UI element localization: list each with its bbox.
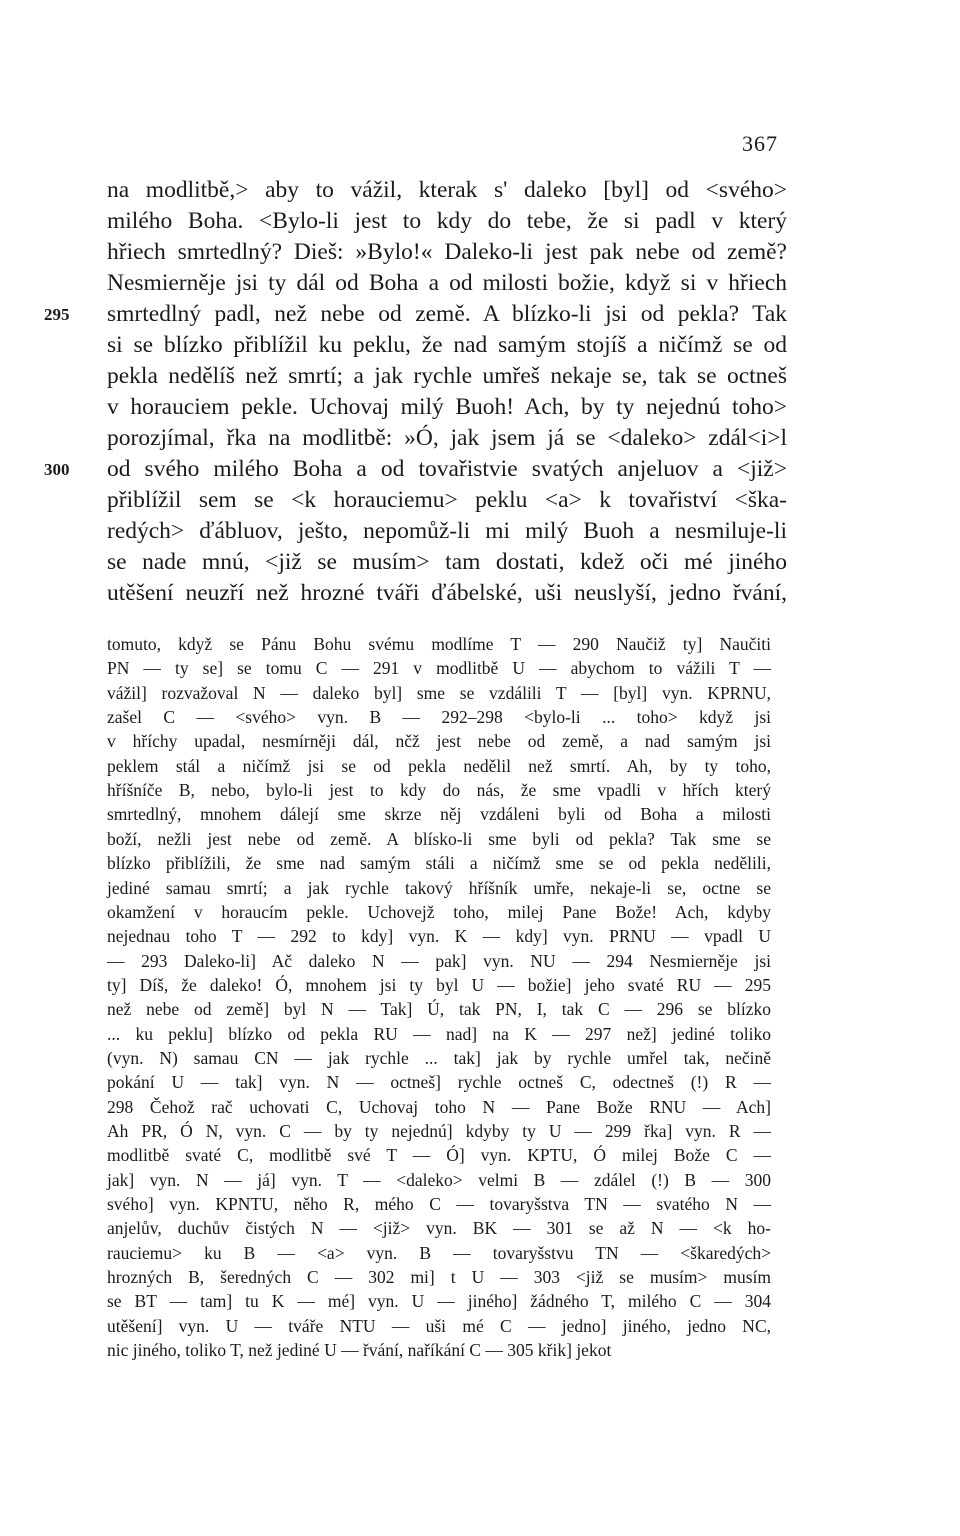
main-text-line: od svého milého Boha a od tovařistvie svatých anjeluov a <již> [107, 456, 787, 482]
footnote-line: zašel C — <svého> vyn. B — 292–298 <bylo-li ... toho> když jsi [107, 707, 771, 728]
footnote-line: utěšení] vyn. U — tváře NTU — uši mé C — jedno] jiného, jedno NC, [107, 1315, 771, 1336]
footnote-line: okamžení v horaucím pekle. Uchovejž toho, milej Pane Bože! Ach, kdyby [107, 901, 771, 922]
main-text-line: smrtedlný padl, než nebe od země. A blízko-li jsi od pekla? Tak [107, 301, 787, 327]
footnote-line: — 293 Daleko-li] Ač daleko N — pak] vyn. NU — 294 Nesmierněje jsi [107, 950, 771, 971]
footnote-line: (vyn. N) samau CN — jak rychle ... tak] jak by rychle umřel tak, nečině [107, 1047, 771, 1068]
footnote-line: modlitbě svaté C, modlitbě své T — Ó] vyn. KPTU, Ó milej Bože C — [107, 1145, 771, 1166]
main-text-line: se nade mnú, <již se musím> tam dostati, kdež oči mé jiného [107, 549, 787, 575]
footnote-line: smrtedlný, mnohem dálejí sme skrze něj vzdáleni byli od Boha a milosti [107, 804, 771, 825]
footnote-line: hříšníče B, nebo, bylo-li jest to kdy do nás, že sme vpadli v hřích který [107, 780, 771, 801]
footnote-line: PN — ty se] se tomu C — 291 v modlitbě U — abychom to vážili T — [107, 658, 771, 679]
main-text-line: Nesmierněje jsi ty dál od Boha a od milosti božie, když si v hřiech [107, 270, 787, 296]
footnote-line: hrozných B, šeredných C — 302 mi] t U — 303 <již se musím> musím [107, 1267, 771, 1288]
footnote-line: nejednau toho T — 292 to kdy] vyn. K — kdy] vyn. PRNU — vpadl U [107, 926, 771, 947]
main-text-line: hřiech smrtedlný? Dieš: »Bylo!« Daleko-li jest pak nebe od země? [107, 239, 787, 265]
footnote-line: ty] Díš, že daleko! Ó, mnohem jsi ty byl U — božie] jeho svaté RU — 295 [107, 974, 771, 995]
footnote-line: nic jiného, toliko T, než jediné U — řvání, naříkání C — 305 křik] jekot [107, 1340, 612, 1361]
footnote-line: ... ku peklu] blízko od pekla RU — nad] na K — 297 než] jediné toliko [107, 1023, 771, 1044]
footnote-line: Ah PR, Ó N, vyn. C — by ty nejednú] kdyby ty U — 299 řka] vyn. R — [107, 1121, 771, 1141]
footnote-line: boží, nežli jest nebe od země. A blísko-li sme byli od pekla? Tak sme se [107, 828, 771, 849]
footnote-line: tomuto, když se Pánu Bohu svému modlíme T — 290 Naučiž ty] Naučiti [107, 634, 771, 654]
main-text-line: pekla nedělíš než smrtí; a jak rychle umřeš nekaje se, tak se octneš [107, 363, 787, 389]
footnote-line: anjelův, duchův čistých N — <již> vyn. BK — 301 se až N — <k ho- [107, 1218, 771, 1239]
page-number: 367 [742, 131, 778, 156]
footnote-line: se BT — tam] tu K — mé] vyn. U — jiného] žádného T, milého C — 304 [107, 1291, 771, 1312]
line-number: 300 [44, 460, 70, 479]
line-number: 295 [44, 305, 70, 324]
main-text-line: si se blízko přiblížil ku peklu, že nad samým stojíš a ničímž se od [107, 332, 787, 358]
main-text-line: utěšení neuzří než hrozné tváři ďábelské, uši neuslyší, jedno řvání, [107, 580, 787, 606]
main-text-line: milého Boha. <Bylo-li jest to kdy do tebe, že si padl v který [107, 208, 787, 234]
main-text-line: v horauciem pekle. Uchovaj milý Buoh! Ach, by ty nejednú toho> [107, 394, 787, 420]
footnote-line: svého] vyn. KPNTU, něho R, mého C — tovaryšstva TN — svatého N — [107, 1194, 771, 1215]
footnote-line: peklem stál a ničímž jsi se od pekla nedělil než smrtí. Ah, by ty toho, [107, 755, 771, 776]
main-text-line: přiblížil sem se <k horauciemu> peklu <a> k tovařiství <ška- [107, 487, 787, 513]
main-text-line: redých> ďábluov, ješto, nepomůž-li mi milý Buoh a nesmiluje-li [107, 518, 787, 544]
footnote-line: 298 Čehož rač uchovati C, Uchovaj toho N — Pane Bože RNU — Ach] [107, 1096, 771, 1117]
footnote-line: než nebe od země] byl N — Tak] Ú, tak PN, I, tak C — 296 se blízko [107, 999, 771, 1020]
footnote-line: jediné samau smrtí; a jak rychle takový hříšník umře, nekaje-li se, octne se [107, 877, 771, 898]
main-text-line: porozjímal, řka na modlitbě: »Ó, jak jsem já se <daleko> zdál<i>l [107, 425, 787, 451]
footnote-line: pokání U — tak] vyn. N — octneš] rychle octneš C, odectneš (!) R — [107, 1072, 771, 1093]
main-text-line: na modlitbě,> aby to vážil, kterak s' daleko [byl] od <svého> [107, 177, 787, 203]
footnote-line: vážil] rozvažoval N — daleko byl] sme se vzdálili T — [byl] vyn. KPRNU, [107, 682, 771, 703]
footnote-line: blízko přiblížili, že sme nad samým stáli a ničímž sme se od pekla nedělili, [107, 853, 771, 874]
footnote-line: jak] vyn. N — já] vyn. T — <daleko> velmi B — zdálel (!) B — 300 [107, 1169, 771, 1190]
footnote-line: v hříchy upadal, nesmírněji dál, nčž jest nebe od země, a nad samým jsi [107, 731, 771, 752]
footnote-line: rauciemu> ku B — <a> vyn. B — tovaryšstvu TN — <škaredých> [107, 1242, 771, 1263]
